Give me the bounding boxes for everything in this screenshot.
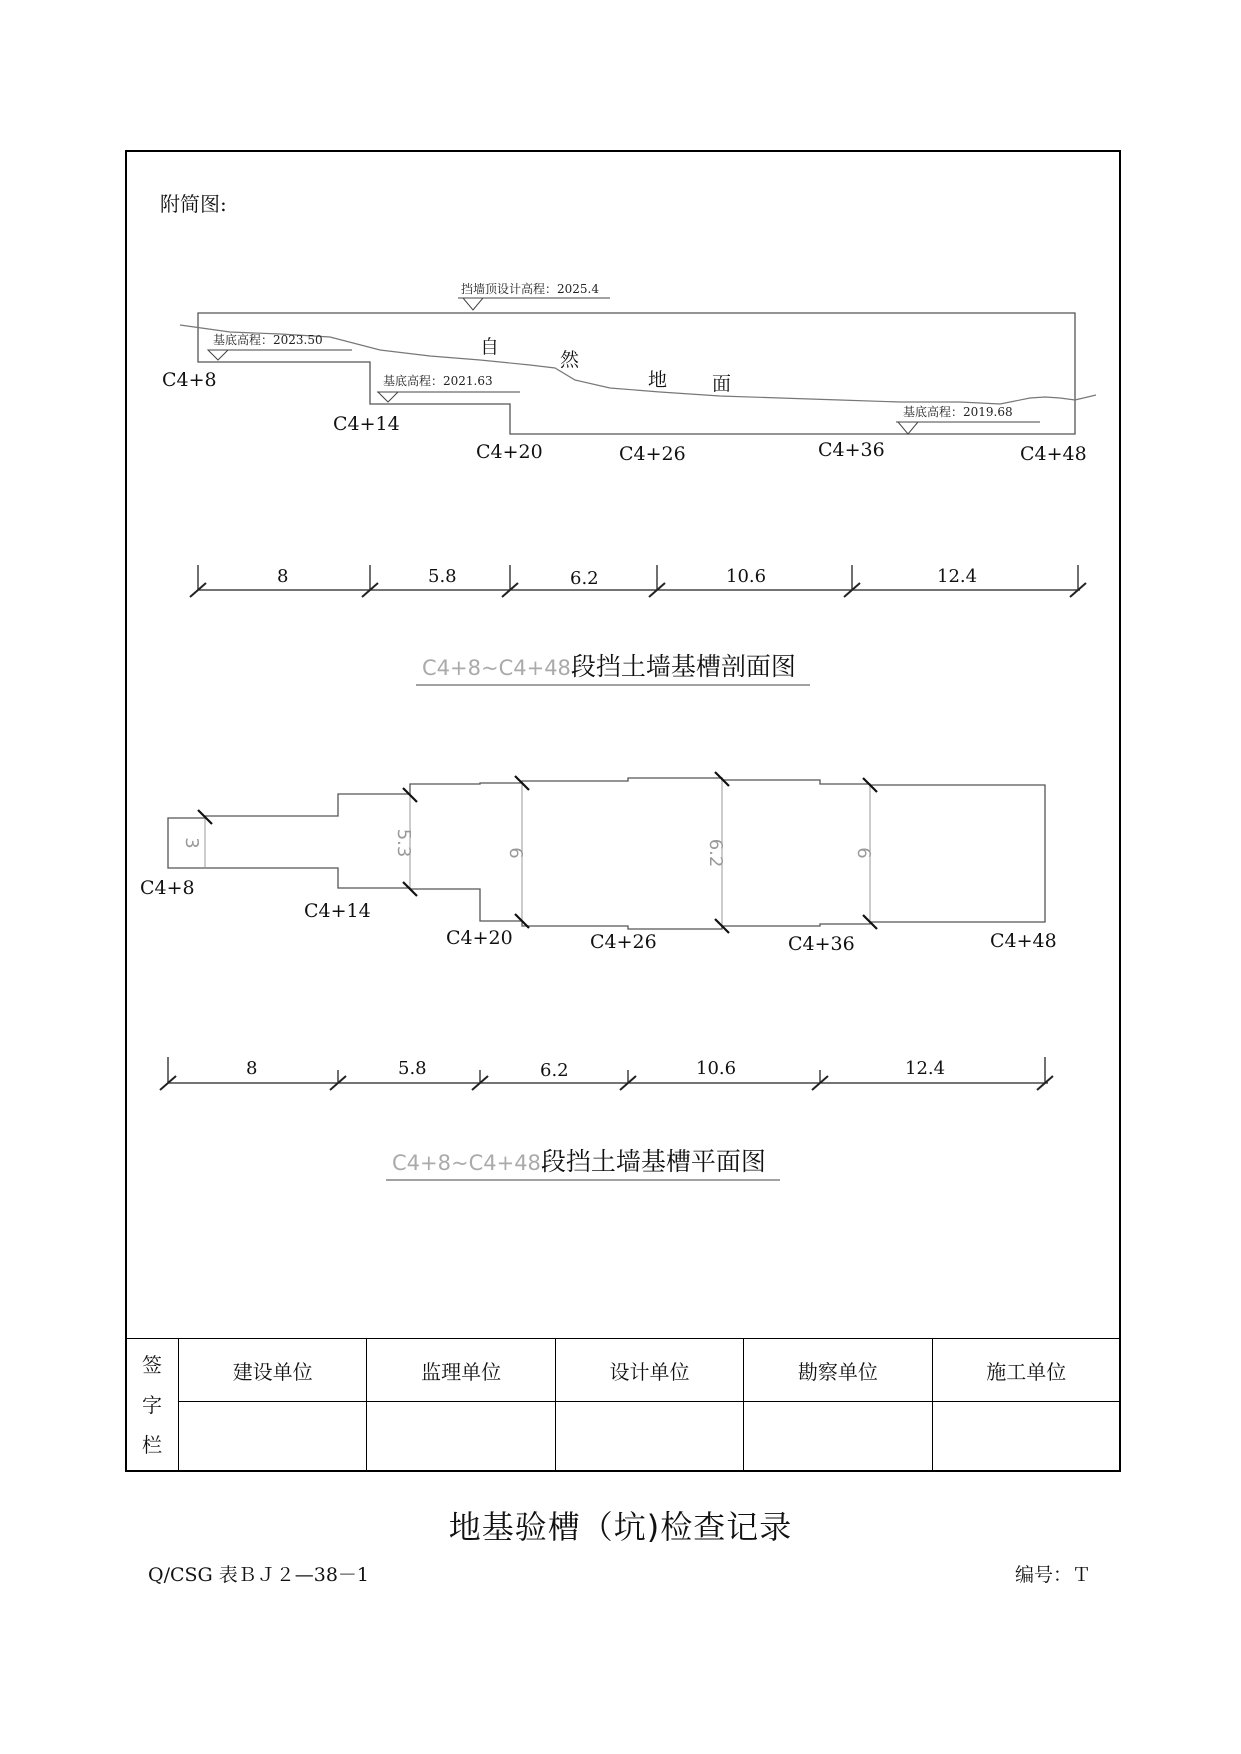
ground-char-3: 地: [648, 369, 668, 391]
plan-station-label: C4+26: [590, 931, 657, 953]
elevation-base3-label: 基底高程：2019.68: [903, 405, 1013, 419]
elevation-base3-marker: [896, 404, 1040, 434]
signature-cell[interactable]: [932, 1402, 1120, 1472]
elevation-base2-label: 基底高程：2021.63: [383, 374, 493, 388]
plan-station-label: C4+14: [304, 900, 371, 922]
ground-char-1: 自: [480, 336, 500, 358]
unit-header-supervision: 监理单位: [367, 1339, 555, 1402]
signature-side-label: [126, 1339, 179, 1472]
plan-title-range: C4+8~C4+48: [392, 1151, 541, 1175]
section-station-label: C4+20: [476, 441, 543, 463]
signature-side-char: 字: [142, 1393, 162, 1417]
section-station-label: C4+14: [333, 413, 400, 435]
elevation-top-marker: [458, 281, 610, 310]
section-title-range: C4+8~C4+48: [422, 656, 571, 680]
attached-sketch-label: 附简图:: [160, 192, 227, 216]
section-dim-label: 5.8: [428, 566, 457, 587]
unit-header-survey: 勘察单位: [744, 1339, 932, 1402]
section-dim-label: 12.4: [937, 566, 978, 587]
elevation-base1-label: 基底高程：2023.50: [213, 333, 323, 347]
section-dim-label: 10.6: [726, 566, 767, 587]
plan-width-label: 6: [505, 847, 526, 859]
plan-ticks: [198, 772, 877, 933]
ground-char-4: 面: [712, 373, 732, 395]
plan-dim-label: 10.6: [696, 1058, 737, 1079]
section-station-label: C4+8: [162, 369, 217, 391]
plan-width-label: 6: [853, 847, 874, 859]
plan-dim-label: 6.2: [540, 1060, 569, 1081]
plan-station-label: C4+8: [140, 877, 195, 899]
plan-dim-label: 8: [246, 1058, 258, 1079]
plan-title-text: 段挡土墙基槽平面图: [540, 1147, 766, 1176]
section-station-label: C4+48: [1020, 443, 1087, 465]
signature-side-char: 签: [142, 1353, 162, 1377]
unit-header-design: 设计单位: [555, 1339, 743, 1402]
unit-header-contractor: 施工单位: [932, 1339, 1120, 1402]
record-number: 编号：Ｔ: [1014, 1564, 1091, 1586]
section-station-label: C4+36: [818, 439, 885, 461]
plan-outline: [168, 778, 1045, 929]
ground-char-2: 然: [560, 349, 580, 371]
signature-cell[interactable]: [744, 1402, 932, 1472]
plan-station-label: C4+48: [990, 930, 1057, 952]
elevation-base2-marker: [377, 373, 520, 402]
plan-width-label: 6.2: [705, 838, 726, 868]
signature-cell[interactable]: [179, 1402, 367, 1472]
plan-width-label: 5.3: [393, 828, 414, 858]
section-title: [422, 652, 796, 681]
plan-dim-label: 12.4: [905, 1058, 946, 1079]
unit-header-construction: 建设单位: [179, 1339, 367, 1402]
plan-width-label: 3: [181, 837, 202, 849]
elevation-base1-marker: [208, 332, 352, 360]
signature-table: [125, 1338, 1121, 1472]
signature-cell[interactable]: [367, 1402, 555, 1472]
section-title-text: 段挡土墙基槽剖面图: [570, 652, 796, 681]
signature-side-char: 栏: [142, 1433, 162, 1457]
signature-cell[interactable]: [555, 1402, 743, 1472]
plan-title: [392, 1147, 766, 1176]
plan-station-label: C4+20: [446, 927, 513, 949]
section-dim-label: 8: [277, 566, 289, 587]
section-dim-label: 6.2: [570, 568, 599, 589]
plan-dim-label: 5.8: [398, 1058, 427, 1079]
document-title: 地基验槽（坑)检查记录: [448, 1508, 793, 1546]
section-station-label: C4+26: [619, 443, 686, 465]
elevation-top-label: 挡墙顶设计高程：2025.4: [461, 282, 599, 296]
plan-station-label: C4+36: [788, 933, 855, 955]
form-code: Q/CSG 表ＢＪ２—38－1: [148, 1564, 370, 1586]
